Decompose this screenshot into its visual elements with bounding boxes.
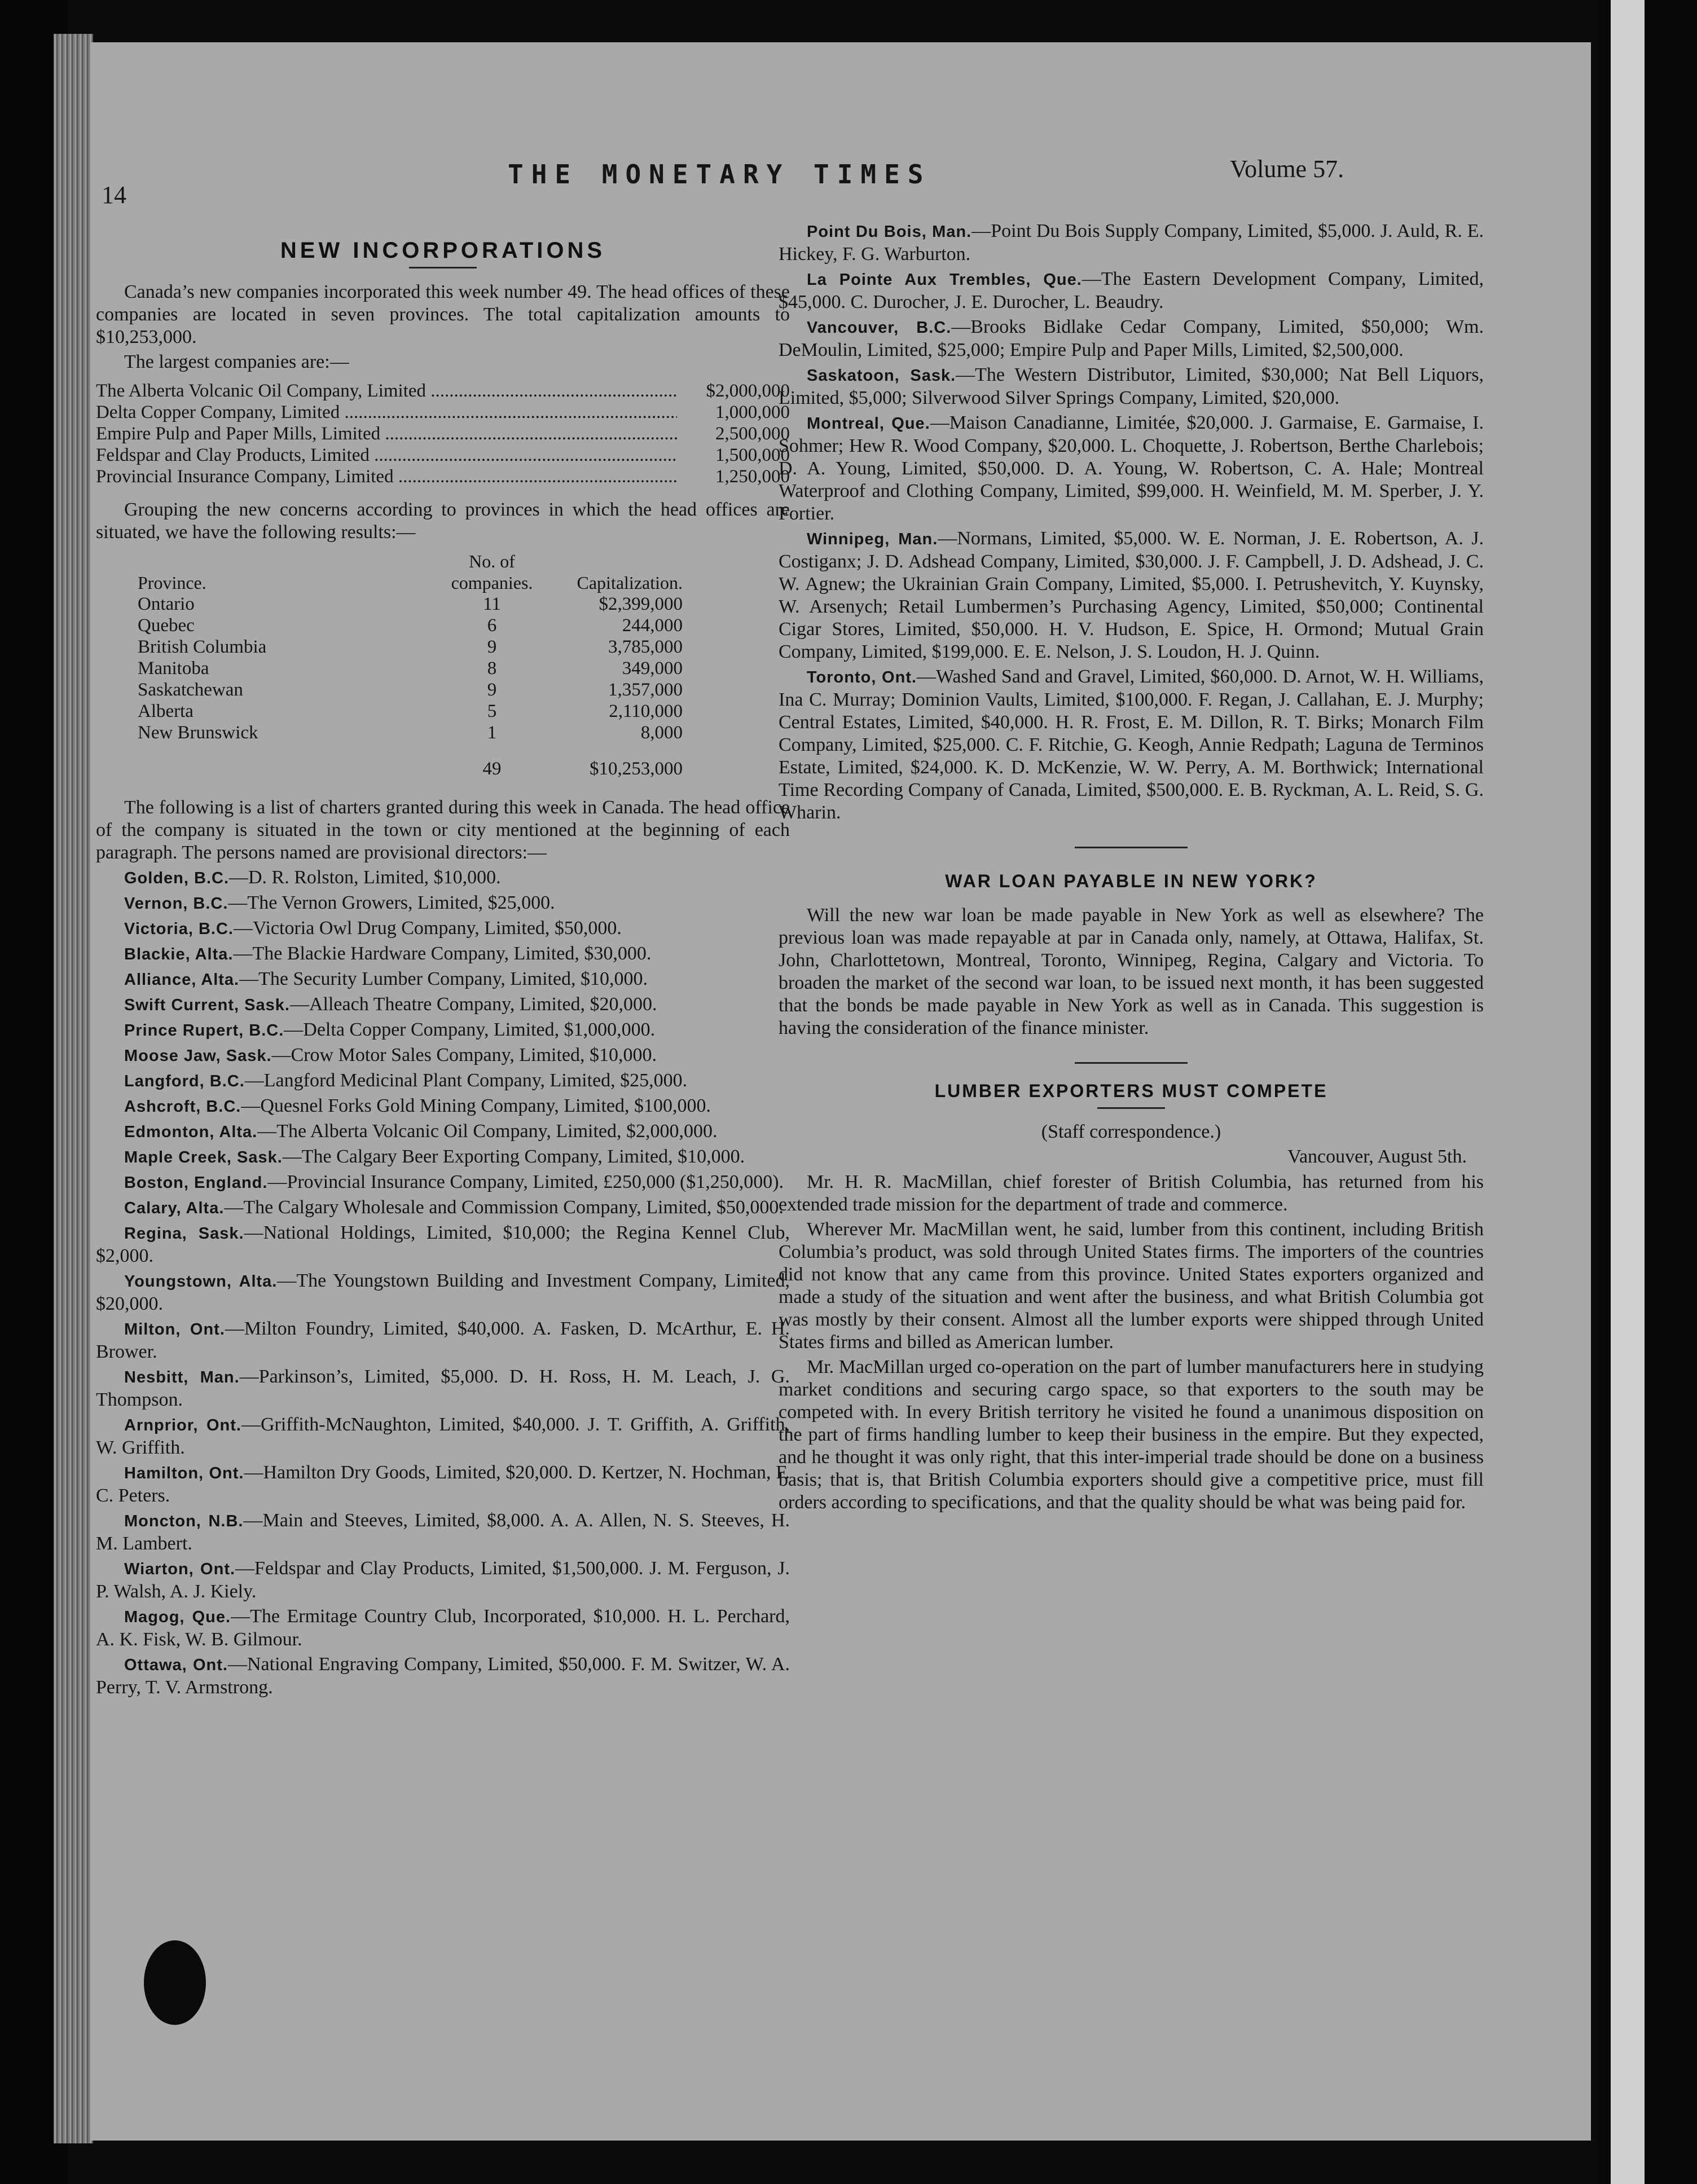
charters-intro: The following is a list of charters granted during this week in Canada. The head office of the company is situated in the town or city mentioned at the beginning of each paragraph. The persons named are provisional directors:— — [96, 797, 790, 863]
charter-details: —The Eastern Development Company, Limited, $45,000. C. Durocher, J. E. Durocher, L. Beaudry. — [779, 268, 1484, 312]
right-margin-strip — [1599, 0, 1697, 2184]
charter-details: —The Calgary Wholesale and Commission Company, Limited, $50,000. — [224, 1197, 784, 1218]
charter-entry — [96, 1509, 790, 1555]
charter-entry — [96, 1044, 790, 1067]
charter-location: La Pointe Aux Trembles, Que. — [807, 271, 1082, 289]
province-name: British Columbia — [138, 637, 267, 657]
charter-location: Winnipeg, Man. — [807, 530, 938, 548]
charter-location: Moose Jaw, Sask. — [124, 1047, 272, 1065]
charter-details: —Victoria Owl Drug Company, Limited, $50,000. — [233, 918, 622, 939]
charter-entry — [96, 1318, 790, 1363]
charter-entry — [779, 527, 1484, 663]
charter-location: Vernon, B.C. — [124, 895, 228, 913]
heading-rule — [409, 267, 477, 268]
lumber-article — [779, 1171, 1484, 1514]
charter-details: —Hamilton Dry Goods, Limited, $20,000. D. Kertzer, N. Hochman, F. C. Peters. — [96, 1462, 790, 1506]
charter-entry — [96, 1653, 790, 1699]
charter-entry — [779, 220, 1484, 266]
province-count: 5 — [487, 701, 497, 721]
charter-list-left — [96, 866, 790, 1699]
charter-entry — [96, 1270, 790, 1315]
charter-location: Toronto, Ont. — [807, 668, 917, 686]
charter-location: Alliance, Alta. — [124, 971, 240, 989]
province-count: 9 — [487, 637, 497, 657]
province-capitalization: 2,110,000 — [609, 701, 683, 721]
lumber-paragraph: Mr. H. R. MacMillan, chief forester of British Columbia, has returned from his extended trade mission for the department of trade and commerce. — [779, 1172, 1484, 1215]
charter-entry — [779, 364, 1484, 409]
section-divider — [1075, 847, 1188, 848]
largest-company-row — [96, 380, 790, 402]
right-column — [779, 220, 1484, 1516]
company-name: Delta Copper Company, Limited ..... — [96, 402, 677, 423]
charter-entry — [96, 866, 790, 890]
charter-location: Hamilton, Ont. — [124, 1464, 244, 1482]
volume-label: Volume 57. — [1230, 155, 1344, 183]
largest-intro: The largest companies are:— — [124, 351, 349, 372]
charter-details: —Washed Sand and Gravel, Limited, $60,000. D. Arnot, W. H. Williams, Ina C. Murray; Dominion Vaults, Limited, $100,000. F. Regan, J. Callahan, E. J. Murphy; Central Estates, Limited, $40,000. H. R. Frost, E. M. Dillon, R. T. Birks; Monarch Film Company, Limited, $25,000. C. F. Ritchie, G. Keogh, Annie Redpath; Laguna de Terminos Estate, Limited, $24,000. K. D. McKenzie, W. W. Perry, A. M. Borthwick; International Time Recording Company of Canada, Limited, $500,000. E. B. Ryckman, A. L. Reid, S. G. Wharin. — [779, 666, 1484, 823]
company-name: Provincial Insurance Company, Limited ..... — [96, 466, 677, 487]
charter-details: —The Youngstown Building and Investment Company, Limited, $20,000. — [96, 1270, 790, 1314]
charter-location: Golden, B.C. — [124, 869, 229, 887]
charter-location: Magog, Que. — [124, 1608, 231, 1626]
charter-location: Point Du Bois, Man. — [807, 223, 972, 241]
largest-company-row — [96, 402, 790, 423]
province-name: Alberta — [138, 701, 194, 721]
charter-details: —The Security Lumber Company, Limited, $10,000. — [239, 968, 648, 989]
province-row — [130, 593, 691, 615]
charter-entry — [96, 1461, 790, 1507]
charter-entry — [779, 412, 1484, 525]
province-capitalization: $2,399,000 — [599, 594, 683, 614]
charter-details: —Feldspar and Clay Products, Limited, $1,500,000. J. M. Ferguson, J. P. Walsh, A. J. Kiely. — [96, 1558, 790, 1602]
province-row — [130, 701, 691, 722]
largest-companies-list — [96, 380, 790, 487]
charter-details: —D. R. Rolston, Limited, $10,000. — [229, 867, 501, 888]
charter-details: —Provincial Insurance Company, Limited, £250,000 ($1,250,000). — [267, 1172, 784, 1192]
charter-entry — [96, 1196, 790, 1219]
grouping-paragraph: Grouping the new concerns according to provinces in which the head offices are situated, we have the following results:— — [96, 499, 790, 543]
charter-entry — [96, 1146, 790, 1169]
charter-entry — [96, 892, 790, 915]
left-column — [96, 231, 790, 1701]
charter-details: —Langford Medicinal Plant Company, Limited, $25,000. — [244, 1070, 688, 1091]
charter-details: —Quesnel Forks Gold Mining Company, Limited, $100,000. — [241, 1095, 711, 1116]
company-amount: 2,500,000 — [715, 424, 790, 444]
province-count: 1 — [487, 723, 497, 743]
charter-entry — [96, 1557, 790, 1603]
charter-location: Youngstown, Alta. — [124, 1272, 278, 1291]
lumber-paragraph: Wherever Mr. MacMillan went, he said, lumber from this continent, including British Columbia’s product, was sold through United States firms. The importers of the countries did not know that any came from this province. United States exporters organized and made a study of the situation and went after the business, and what British Columbia got was mostly by their consent. Almost all the lumber exports were shipped through United States firms and billed as American lumber. — [779, 1219, 1484, 1353]
margin-bar — [1611, 0, 1645, 2184]
charter-location: Edmonton, Alta. — [124, 1123, 258, 1141]
war-loan-paragraph: Will the new war loan be made payable in New York as well as elsewhere? The previous loan was made repayable at par in Canada only, namely, at Ottawa, Halifax, St. John, Charlottetown, Montreal, Toronto, Winnipeg, Regina, Calgary and Victoria. To broaden the market of the second war loan, to be issued next month, it has been suggested that the bonds be made payable in New York as well as in Canada. This suggestion is having the consideration of the finance minister. — [779, 905, 1484, 1038]
dateline: Vancouver, August 5th. — [1287, 1146, 1467, 1167]
province-name: Manitoba — [138, 658, 209, 679]
journal-title: THE MONETARY TIMES — [508, 159, 931, 190]
total-row — [130, 743, 691, 780]
charter-entry — [96, 1069, 790, 1093]
charter-details: —Parkinson’s, Limited, $5,000. D. H. Ross, H. M. Leach, J. G. Thompson. — [96, 1366, 790, 1410]
charter-location: Ottawa, Ont. — [124, 1656, 228, 1674]
charter-details: —Point Du Bois Supply Company, Limited, $5,000. J. Auld, R. E. Hickey, F. G. Warburton. — [779, 221, 1484, 265]
charter-location: Moncton, N.B. — [124, 1512, 244, 1530]
largest-company-row — [96, 466, 790, 487]
charter-details: —Griffith-McNaughton, Limited, $40,000. J. T. Griffith, A. Griffith, W. Griffith. — [96, 1414, 790, 1458]
charter-location: Maple Creek, Sask. — [124, 1148, 283, 1166]
charter-location: Milton, Ont. — [124, 1320, 225, 1338]
province-count: 8 — [487, 658, 497, 679]
heading-rule-lumber — [1097, 1107, 1165, 1109]
charter-location: Saskatoon, Sask. — [807, 367, 956, 385]
section-heading-new-incorporations: NEW INCORPORATIONS — [280, 238, 606, 263]
charter-entry — [779, 268, 1484, 314]
province-name: New Brunswick — [138, 723, 258, 743]
province-capitalization: 3,785,000 — [608, 637, 683, 657]
province-row — [130, 722, 691, 743]
charter-entry — [96, 1171, 790, 1194]
province-row — [130, 615, 691, 636]
section-divider-2 — [1075, 1062, 1188, 1064]
charter-location: Boston, England. — [124, 1174, 268, 1192]
charter-details: —National Engraving Company, Limited, $50,000. F. M. Switzer, W. A. Perry, T. V. Armstrong. — [96, 1654, 790, 1698]
charter-location: Calary, Alta. — [124, 1199, 225, 1217]
charter-entry — [96, 993, 790, 1016]
largest-company-row — [96, 423, 790, 444]
province-count: 9 — [487, 680, 497, 700]
charter-details: —National Holdings, Limited, $10,000; the Regina Kennel Club, $2,000. — [96, 1222, 790, 1266]
page-number: 14 — [102, 181, 126, 209]
charter-details: —Milton Foundry, Limited, $40,000. A. Fasken, D. McArthur, E. H. Brower. — [96, 1318, 790, 1362]
charter-details: —Maison Canadianne, Limitée, $20,000. J. Garmaise, E. Garmaise, I. Sohmer; Hew R. Wood Company, $20,000. L. Choquette, J. Robertson, Berthe Charlebois; D. A. Young, Limited, $50,000. D. A. Young, W. Robertson, C. A. Hale; Montreal Waterproof and Clothing Company, Limited, $99,000. H. Weinfield, M. M. Sperber, J. Y. Fortier. — [779, 412, 1484, 524]
charter-location: Langford, B.C. — [124, 1072, 245, 1090]
charter-location: Nesbitt, Man. — [124, 1368, 240, 1386]
province-name: Quebec — [138, 615, 195, 636]
charter-details: —The Western Distributor, Limited, $30,000; Nat Bell Liquors, Limited, $5,000; Silverwood Silver Springs Company, Limited, $20,000. — [779, 364, 1484, 408]
province-capitalization: 1,357,000 — [608, 680, 683, 700]
byline: (Staff correspondence.) — [1041, 1121, 1221, 1142]
province-row — [130, 679, 691, 701]
charter-entry — [96, 917, 790, 940]
charter-location: Blackie, Alta. — [124, 945, 234, 963]
intro-paragraph: Canada’s new companies incorporated this week number 49. The head offices of these companies are located in seven provinces. The total capitalization amounts to $10,253,000. — [96, 281, 790, 347]
charter-location: Victoria, B.C. — [124, 920, 234, 938]
charter-location: Swift Current, Sask. — [124, 996, 290, 1014]
charter-location: Ashcroft, B.C. — [124, 1098, 241, 1116]
charter-details: —The Blackie Hardware Company, Limited, $30,000. — [233, 943, 652, 964]
company-name: Feldspar and Clay Products, Limited ..... — [96, 444, 677, 466]
province-name: Saskatchewan — [138, 680, 243, 700]
province-count: 11 — [483, 594, 501, 614]
charter-details: —The Calgary Beer Exporting Company, Limited, $10,000. — [282, 1146, 745, 1167]
companies-header: No. of companies. — [451, 551, 533, 593]
total-count: 49 — [482, 759, 502, 779]
charter-entry — [96, 943, 790, 966]
charter-details: —Alleach Theatre Company, Limited, $20,000. — [289, 994, 657, 1015]
charter-entry — [96, 1222, 790, 1267]
province-count: 6 — [487, 615, 497, 636]
charter-details: —Delta Copper Company, Limited, $1,000,000. — [284, 1019, 656, 1040]
company-name: The Alberta Volcanic Oil Company, Limited ..... — [96, 380, 677, 402]
company-amount: 1,000,000 — [715, 402, 790, 422]
largest-company-row — [96, 444, 790, 466]
charter-details: —The Ermitage Country Club, Incorporated, $10,000. H. L. Perchard, A. K. Fisk, W. B. Gilmour. — [96, 1606, 790, 1650]
province-row — [130, 636, 691, 658]
charter-entry — [96, 1414, 790, 1459]
charter-entry — [96, 1366, 790, 1411]
charter-entry — [96, 968, 790, 991]
charter-location: Regina, Sask. — [124, 1225, 244, 1243]
charter-entry — [96, 1019, 790, 1042]
charter-list-right — [779, 220, 1484, 824]
charter-details: —Brooks Bidlake Cedar Company, Limited, $50,000; Wm. DeMoulin, Limited, $25,000; Empire Pulp and Paper Mills, Limited, $2,500,000. — [779, 316, 1484, 360]
charter-entry — [96, 1120, 790, 1143]
charter-details: —Main and Steeves, Limited, $8,000. A. A. Allen, N. S. Steeves, H. M. Lambert. — [96, 1510, 790, 1554]
charter-details: —The Vernon Growers, Limited, $25,000. — [228, 892, 555, 913]
binding-clip — [144, 1940, 206, 2025]
province-table — [130, 551, 691, 780]
charter-details: —Normans, Limited, $5,000. W. E. Norman, J. E. Robertson, A. J. Costiganx; J. D. Adshead Company, Limited, $30,000. J. F. Campbell, J. D. Adshead, J. C. W. Agnew; the Ukrainian Grain Company, Limited, $5,000. I. Petrushevitch, Y. Kuynsky, W. Arsenych; Retail Lumbermen’s Purchasing Agency, Limited, $50,000; Continental Cigar Stores, Limited, $50,000. H. V. Hudson, E. Spice, H. Ormond; Mutual Grain Company, Limited, $199,000. E. E. Nelson, J. S. Loudon, H. J. Quinn. — [779, 528, 1484, 662]
lumber-paragraph: Mr. MacMillan urged co-operation on the part of lumber manufacturers here in studying market conditions and securing cargo space, so that exporters to the south may be competed with. In every British territory he visited he found a unanimous disposition on the part of firms handling lumber to keep their business in the empire. But they expected, and he thought it was only right, that this inter-imperial trade should be done on a business basis; that is, that British Columbia exporters should give a competitive price, must fill orders according to specifications, and that the quality should be what was being paid for. — [779, 1357, 1484, 1513]
charter-details: —Crow Motor Sales Company, Limited, $10,000. — [271, 1045, 657, 1065]
company-name: Empire Pulp and Paper Mills, Limited ..... — [96, 423, 677, 444]
charter-entry — [96, 1605, 790, 1651]
section-heading-war-loan: WAR LOAN PAYABLE IN NEW YORK? — [945, 871, 1317, 891]
company-amount: 1,250,000 — [715, 466, 790, 487]
province-capitalization: 349,000 — [622, 658, 683, 679]
charter-location: Arnprior, Ont. — [124, 1416, 241, 1434]
page-edges — [54, 34, 93, 2143]
province-capitalization: 244,000 — [622, 615, 683, 636]
province-name: Ontario — [138, 594, 195, 614]
province-header: Province. — [138, 573, 206, 593]
charter-location: Prince Rupert, B.C. — [124, 1021, 284, 1040]
province-row — [130, 658, 691, 679]
charter-entry — [779, 666, 1484, 824]
province-capitalization: 8,000 — [640, 723, 683, 743]
charter-location: Wiarton, Ont. — [124, 1560, 236, 1578]
capitalization-header: Capitalization. — [577, 573, 683, 593]
charter-entry — [96, 1095, 790, 1118]
charter-location: Vancouver, B.C. — [807, 319, 952, 337]
charter-entry — [779, 316, 1484, 362]
charter-location: Montreal, Que. — [807, 415, 930, 433]
total-capitalization: $10,253,000 — [590, 759, 683, 779]
section-heading-lumber: LUMBER EXPORTERS MUST COMPETE — [934, 1081, 1328, 1101]
company-amount: $2,000,000 — [706, 381, 790, 401]
company-amount: 1,500,000 — [715, 445, 790, 465]
charter-details: —The Alberta Volcanic Oil Company, Limited, $2,000,000. — [257, 1121, 718, 1142]
